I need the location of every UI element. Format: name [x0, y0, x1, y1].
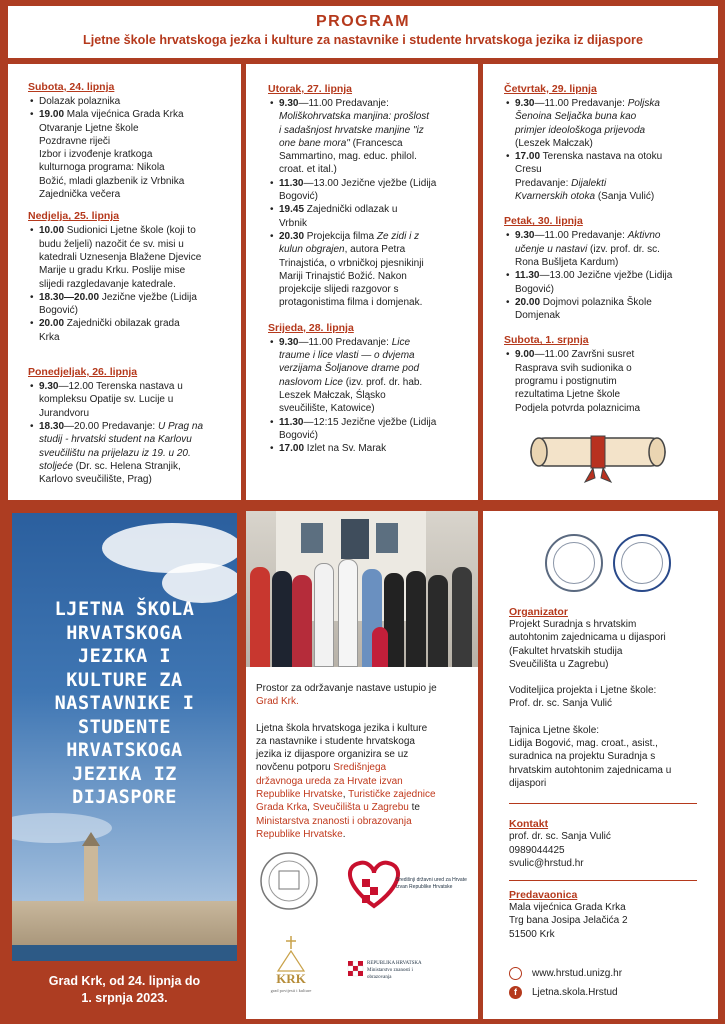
contact-text: prof. dr. sc. Sanja Vulić 0989044425 svulic@hrstud.hr — [509, 830, 708, 870]
event-list — [28, 95, 233, 201]
list-item: Pozdravne riječi — [39, 135, 111, 147]
day-heading: Utorak, 27. lipnja — [268, 83, 353, 95]
list-item: • 19.00 Mala vijećnica Grada Krka — [28, 108, 233, 121]
list-item: • 9.30—11.00 Predavanje: Aktivno — [504, 229, 712, 242]
event-list: • 9.30—12.00 Terenska nastava u kompleksu Opatije sv. Lucije u Jurandvoru • 18.30—20.00 Predavanje: U Prag na studij - hrvatski student na Karlovu sveučilištu na prijelazu iz 19. u 20. stoljeće (Dr. sc. Helena Stranjik, Karlovo sveučilište, Prag) — [28, 380, 233, 486]
facebook-icon: f — [509, 986, 522, 999]
list-item: • 18.30—20.00 Jezične vježbe (Lidija — [28, 291, 233, 304]
logo-min-text-1: REPUBLIKA HRVATSKA — [367, 961, 422, 966]
day-heading: Četvrtak, 29. lipnja — [504, 83, 597, 95]
list-item: • 10.00 Sudionici Ljetne škole (koji to — [28, 224, 233, 237]
sponsors-panel — [246, 511, 478, 1019]
banner-title: LJETNA ŠKOLA HRVATSKOGA JEZIKA I KULTURE ZA NASTAVNIKE I STUDENTE HRVATSKOGA JEZIKA IZ DIJASPORE — [54, 599, 195, 808]
logo-krk-text: KRK — [276, 971, 306, 986]
event-list: • 9.30—11.00 Predavanje: Lice traume i lice vlasti — o dvjema verzijama Šoljanove drame pod naslovom Lice (izv. prof. dr. hab. Leszek Małczak, Śląsko sveučilište, Katowice) • 11.30—12:15 Jezične vježbe (Lidija Bogović) • 17.00 Izlet na Sv. Marak — [268, 336, 472, 456]
info-panel — [483, 511, 718, 1019]
event-list: • 9.30—11.00 Predavanje: Poljska Šenoina Seljačka buna kao primjer ideološkoga prijevoda (Leszek Małczak) • 17.00 Terenska nastava na otoku Cresu Predavanje: Dijalekti Kvarnerskih otoka (Sanja Vulić) — [504, 97, 712, 203]
event-list: • 9.30—11.00 Predavanje: Aktivno učenje u nastavi (izv. prof. dr. sc. Rona Bušljeta Kardum) • 11.30—13.00 Jezične vježbe (Lidija Bogović) • 20.00 Dojmovi polaznika Škole Domjenak — [504, 229, 712, 322]
banner-panel — [8, 511, 241, 1019]
logo-min-text-2: Ministarstvo znanosti i — [367, 968, 413, 973]
diploma-scroll-icon — [523, 424, 673, 484]
day-heading: Subota, 1. srpnja — [504, 334, 589, 347]
day-heading: Nedjelja, 25. lipnja — [28, 210, 120, 223]
faculty-seal-icon — [545, 534, 603, 592]
page-title: PROGRAM — [315, 13, 411, 30]
list-item: • 20.00 Dojmovi polaznika Škole — [504, 296, 712, 309]
facebook-link[interactable]: f Ljetna.skola.Hrstud — [509, 986, 708, 999]
contact-heading: Kontakt — [509, 818, 549, 831]
list-item: • 19.45 Zajednički odlazak u — [268, 203, 472, 216]
heart-logo-icon — [350, 863, 398, 906]
logo-krk-sub: grad povijesti i kulture — [270, 988, 312, 993]
event-date: Grad Krk, od 24. lipnja do 1. srpnja 2023. — [48, 974, 201, 1005]
list-item: Otvaranje Ljetne škole — [39, 122, 139, 134]
list-item: • 17.00 Izlet na Sv. Marak — [268, 442, 472, 455]
event-list: • 9.00—11.00 Završni susret Rasprava svih sudionika o programu i postignutim rezultatima Ljetne škole Podjela potvrda polaznicima — [504, 348, 712, 414]
header — [8, 6, 718, 58]
list-item: • 9.30—12.00 Terenska nastava u — [28, 380, 233, 393]
event-list: • 10.00 Sudionici Ljetne škole (koji to budu željeli) nazočit će sv. misi u katedrali Uznesenja Blažene Djevice Marije u gradu Krku. Poslije mise slijedi razgledavanje katedrale. • 18.30—20.00 Jezične vježbe (Lidija Bogović) • 20.00 Zajednički obilazak grada Krka — [28, 224, 233, 344]
list-item: • 20.30 Projekcija filma Ze zidi i z — [268, 230, 472, 243]
schedule-column-1 — [8, 64, 241, 500]
list-item: • 20.00 Zajednički obilazak grada — [28, 317, 233, 330]
logo-sdu-text-2: izvan Republike Hrvatske — [396, 884, 453, 890]
list-item: • 11.30—13.00 Jezične vježbe (Lidija — [268, 177, 472, 190]
sponsor-logos — [246, 851, 478, 1019]
list-item: • 11.30—13.00 Jezične vježbe (Lidija — [504, 269, 712, 282]
logo-min-text-3: obrazovanja — [367, 975, 392, 980]
university-seal-icon — [261, 853, 317, 909]
website-link[interactable]: www.hrstud.unizg.hr — [509, 967, 708, 980]
list-item: • 9.30—11.00 Predavanje: — [268, 97, 472, 110]
list-item: • Dolazak polaznika — [28, 95, 233, 108]
venue-text: Mala vijećnica Grada Krka Trg bana Josipa Jelačića 2 51500 Krk — [509, 902, 628, 940]
event-list: • 9.30—11.00 Predavanje: Moliškohrvatska manjina: prošlost i sadašnjost hrvatske manjine "iz one bane mora" (Francesca Sammartino, mag. educ. philol. croat. et ital.) • 11.30—13.00 Jezične vježbe (Lidija Bogović) • 19.45 Zajednički odlazak u Vrbnik • 20.30 Projekcija filma Ze zidi i z kulun obgrajen, autora Petra Trinajstića, o vrbničkoj pjesnikinji Mariji Trinajstić Božić. Nakon projekcije slijedi razgovor s protagonistima filma i domjenak. — [268, 97, 472, 310]
list-item: • 18.30—20.00 Predavanje: U Prag na — [28, 420, 233, 433]
organizer-heading: Organizator — [509, 606, 568, 618]
list-item: • 11.30—12:15 Jezične vježbe (Lidija — [268, 416, 472, 429]
day-heading: Petak, 30. lipnja — [504, 215, 583, 228]
day-heading: Srijeda, 28. lipnja — [268, 321, 354, 334]
globe-icon — [509, 967, 522, 980]
krk-town-logo-icon — [271, 936, 312, 993]
day-heading: Ponedjeljak, 26. lipnja — [28, 366, 138, 379]
logo-sdu-text-1: Središnji državni ured za Hrvate — [396, 877, 467, 883]
list-item: Zajednička večera — [39, 189, 121, 201]
list-item: • 17.00 Terenska nastava na otoku — [504, 150, 712, 163]
list-item: • 9.00—11.00 Završni susret — [504, 348, 712, 361]
organizer-text: Projekt Suradnja s hrvatskim autohtonim zajednicama u dijaspori (Fakultet hrvatskih studija Sveučilišta u Zagrebu) Voditeljica projekta i Ljetne škole: Prof. dr. sc. Sanja Vulić Tajnica Ljetne škole: Lidija Bogović, mag. croat., asist., suradnica na projektu Suradnja s hrvatskim autohtonim zajednicama u dijaspori — [509, 619, 672, 789]
group-photo — [246, 511, 478, 667]
sponsors-text: Prostor za održavanje nastave ustupio je Grad Krk. Ljetna škola hrvatskoga jezika i kulture za nastavnike i studente hrvatskoga jezika iz dijaspore organizira se uz novčenu potporu Središnjega državnoga ureda za Hrvate izvan Republike Hrvatske, Turističke zajednice Grada Krka, Sveučilišta u Zagrebu te Ministarstva znanosti i obrazovanja Republike Hrvatske. — [256, 683, 437, 840]
krk-town-photo — [12, 513, 237, 961]
croatia-coat-of-arms-icon — [348, 961, 363, 976]
list-item: • 9.30—11.00 Predavanje: Lice — [268, 336, 472, 349]
divider — [509, 880, 697, 881]
list-item: • 9.30—11.00 Predavanje: Poljska — [504, 97, 712, 110]
contact-email[interactable]: svulic@hrstud.hr — [509, 857, 584, 869]
page-subtitle: Ljetne škole hrvatskoga jezka i kulture za nastavnike i studente hrvatskoga jezika iz dijaspore — [83, 33, 643, 47]
schedule-column-2 — [246, 64, 478, 500]
list-item: kulturnoga programa: Nikola — [39, 162, 165, 174]
list-item: Božić, mladi glazbenik iz Vrbnika — [39, 175, 185, 187]
venue-heading: Predavaonica — [509, 889, 578, 902]
list-item: Izbor i izvođenje kratkoga — [39, 149, 153, 161]
studia-croatica-seal-icon — [613, 534, 671, 592]
divider — [509, 803, 697, 804]
day-heading: Subota, 24. lipnja — [28, 81, 115, 93]
schedule-column-3 — [483, 64, 718, 500]
